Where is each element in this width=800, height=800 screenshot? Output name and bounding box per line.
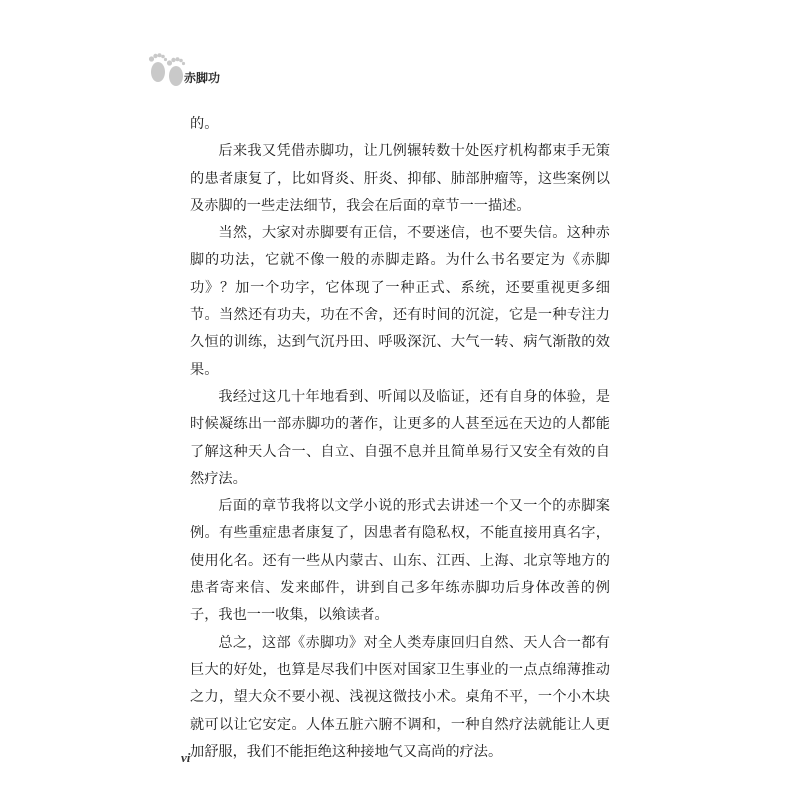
running-header (146, 48, 220, 88)
running-header-title: 赤脚功 (184, 71, 221, 85)
paragraph: 的。 (190, 116, 219, 132)
paragraph: 后来我又凭借赤脚功，让几例辗转数十处医疗机构都束手无策的患者康复了，比如肾炎、肝炎、抑郁、肺部肿瘤等，这些案例以及赤脚的一些走法细节，我会在后面的章节一一描述。 (190, 143, 610, 214)
paragraph: 我经过这几十年地看到、听闻以及临证，还有自身的体验，是时候凝练出一部赤脚功的著作，让更多的人甚至远在天边的人都能了解这种天人合一、自立、自强不息并且简单易行又安全有效的自然疗法。 (190, 388, 610, 487)
page-number: vi (181, 750, 191, 765)
paragraph: 当然，大家对赤脚要有正信，不要迷信，也不要失信。这种赤脚的功法，它就不像一般的赤脚走路。为什么书名要定为《赤脚功》？加一个功字，它体现了一种正式、系统，还要重视更多细节。当然还有功夫，功在不舍，还有时间的沉淀，它是一种专注力久恒的训练，达到气沉丹田、呼吸深沉、大气一转、病气渐散的效果。 (190, 225, 610, 378)
paragraph: 后面的章节我将以文学小说的形式去讲述一个又一个的赤脚案例。有些重症患者康复了，因患者有隐私权，不能直接用真名字，使用化名。还有一些从内蒙古、山东、江西、上海、北京等地方的患者寄来信、发来邮件，讲到自己多年练赤脚功后身体改善的例子，我也一一收集，以飨读者。 (190, 498, 610, 624)
body-text (190, 111, 610, 766)
paragraph: 总之，这部《赤脚功》对全人类寿康回归自然、天人合一都有巨大的好处，也算是尽我们中医对国家卫生事业的一点点绵薄推动之力，望大众不要小视、浅视这微技小术。桌角不平，一个小木块就可以让它安定。人体五脏六腑不调和，一种自然疗法就能让人更加舒服，我们不能拒绝这种接地气又高尚的疗法。 (190, 634, 610, 760)
